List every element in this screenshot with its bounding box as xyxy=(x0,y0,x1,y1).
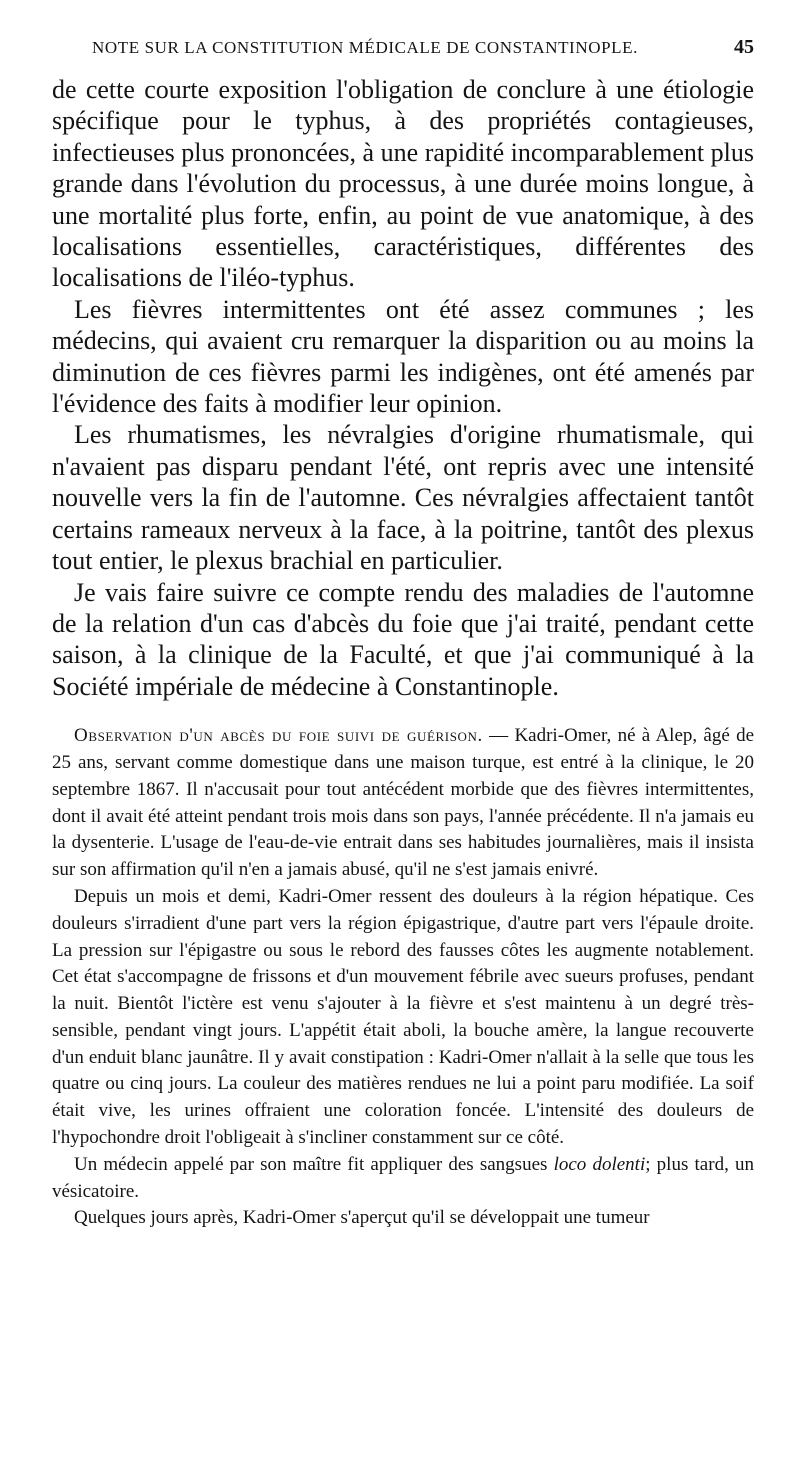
observation-paragraph-2: Depuis un mois et demi, Kadri-Omer ressent des douleurs à la région hépatique. Ces douleurs s'irradient d'une part vers la région épigastrique, d'autre part vers l'épaule droite. La pression sur l'épigastre ou sous le rebord des fausses côtes les augmente notablement. Cet état s'accompagne de frissons et d'un mouvement fébrile avec sueurs profuses, pendant la nuit. Bientôt l'ictère est venu s'ajouter à la fièvre et s'est maintenu à un degré très-sensible, pendant vingt jours. L'appétit était aboli, la bouche amère, la langue recouverte d'un enduit blanc jaunâtre. Il y avait constipation : Kadri-Omer n'allait à la selle que tous les quatre ou cinq jours. La couleur des matières rendues ne lui a point paru modifiée. La soif était vive, les urines offraient une coloration foncée. L'intensité des douleurs de l'hypochondre droit l'obligeait à s'incliner constamment sur ce côté. xyxy=(52,885,754,1149)
observation-paragraph-3 xyxy=(52,1152,754,1206)
latin-phrase: loco dolenti xyxy=(553,1153,646,1175)
sangsues-text: Un médecin appelé par son maître fit appliquer des sangsues xyxy=(74,1153,548,1175)
observation-paragraph-1 xyxy=(52,723,754,884)
paragraph-fevres-intermittentes: Les fièvres intermittentes ont été assez communes ; les médecins, qui avaient cru remarquer la disparition ou au moins la diminution de ces fièvres parmi les indigènes, ont été amenés par l'évidence des faits à modifier leur opinion. xyxy=(52,294,754,419)
running-title: NOTE SUR LA CONSTITUTION MÉDICALE DE CONSTANTINOPLE. xyxy=(92,38,638,57)
observation-paragraph-4: Quelques jours après, Kadri-Omer s'aperçut qu'il se développait une tumeur xyxy=(74,1207,650,1229)
page-number: 45 xyxy=(734,36,754,58)
paragraph-abces-introduction: Je vais faire suivre ce compte rendu des maladies de l'automne de la relation d'un cas d'abcès du foie que j'ai traité, pendant cette saison, à la clinique de la Faculté, et que j'ai communiqué à la Société impériale de médecine à Constantinople. xyxy=(52,577,754,701)
paragraph-typhus-conclusion: de cette courte exposition l'obligation de conclure à une étiologie spécifique pour le typhus, à des propriétés contagieuses, infectieuses plus prononcées, à une rapidité incomparablement plus grande dans l'évolution du processus, à une durée moins longue, à une mortalité plus forte, enfin, au point de vue anatomique, à des localisations essentielles, caractéristiques, différentes des localisations de l'iléo-typhus. xyxy=(52,75,754,293)
vesicatoire-text: ; plus tard, un vésicatoire. xyxy=(52,1153,754,1202)
observation-text-1: Kadri-Omer, né à Alep, âgé de 25 ans, servant comme domestique dans une maison turque, est entré à la clinique, le 20 septembre 1867. Il n'accusait pour tout antécédent morbide que des fièvres intermittentes, dont il avait été atteint pendant trois mois dans son pays, l'année précédente. Il n'a jamais eu la dysenterie. L'usage de l'eau-de-vie entrait dans ses habitudes journalières, mais il insista sur son affirmation qu'il n'en a jamais abusé, qu'il ne s'est jamais enivré. xyxy=(52,725,754,881)
observation-section xyxy=(52,723,754,1232)
paragraph-rhumatismes: Les rhumatismes, les névralgies d'origine rhumatismale, qui n'avaient pas disparu pendant l'été, ont repris avec une intensité nouvelle vers la fin de l'automne. Ces névralgies affectaient tantôt certains rameaux nerveux à la face, à la poitrine, tantôt des plexus tout entier, le plexus brachial en particulier. xyxy=(52,420,754,576)
heading-dash: — xyxy=(489,725,509,747)
main-text xyxy=(52,74,754,702)
observation-heading: Observation d'un abcès du foie suivi de guérison. xyxy=(74,725,483,747)
running-header xyxy=(52,36,754,74)
